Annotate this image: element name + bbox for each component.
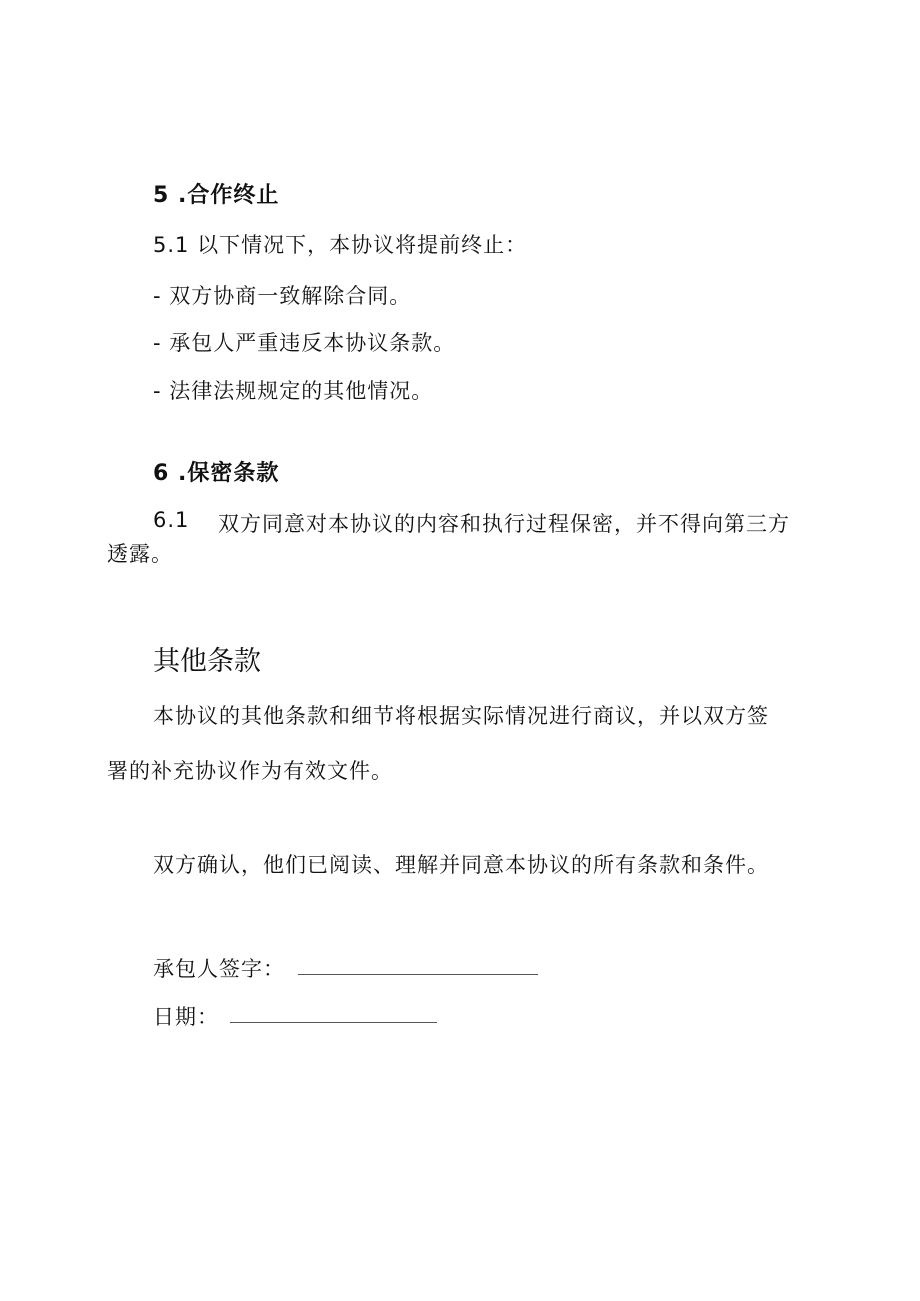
confirmation-statement: 双方确认，他们已阅读、理解并同意本协议的所有条款和条件。 xyxy=(153,853,769,877)
termination-item-3: - 法律法规规定的其他情况。 xyxy=(153,379,434,403)
clause-6-1-line2: 透露。 xyxy=(107,542,173,566)
section-5-title: 5 .合作终止 xyxy=(153,183,280,208)
contractor-signature-line[interactable] xyxy=(298,974,538,975)
clause-6-1-number: 6.1 xyxy=(153,508,190,532)
date-line[interactable] xyxy=(230,1022,437,1023)
other-terms-paragraph-line2: 署的补充协议作为有效文件。 xyxy=(107,759,393,783)
clause-5-1: 5.1 以下情况下，本协议将提前终止： xyxy=(153,233,528,257)
contractor-signature-label: 承包人签字： xyxy=(153,957,285,981)
other-terms-paragraph-line1: 本协议的其他条款和细节将根据实际情况进行商议，并以双方签 xyxy=(153,704,769,728)
clause-6-1-line1: 双方同意对本协议的内容和执行过程保密，并不得向第三方 xyxy=(218,512,790,536)
termination-item-2: - 承包人严重违反本协议条款。 xyxy=(153,331,456,355)
other-terms-title: 其他条款 xyxy=(153,646,261,677)
date-label: 日期： xyxy=(153,1005,219,1029)
termination-item-1: - 双方协商一致解除合同。 xyxy=(153,284,412,308)
section-6-title: 6 .保密条款 xyxy=(153,461,280,486)
